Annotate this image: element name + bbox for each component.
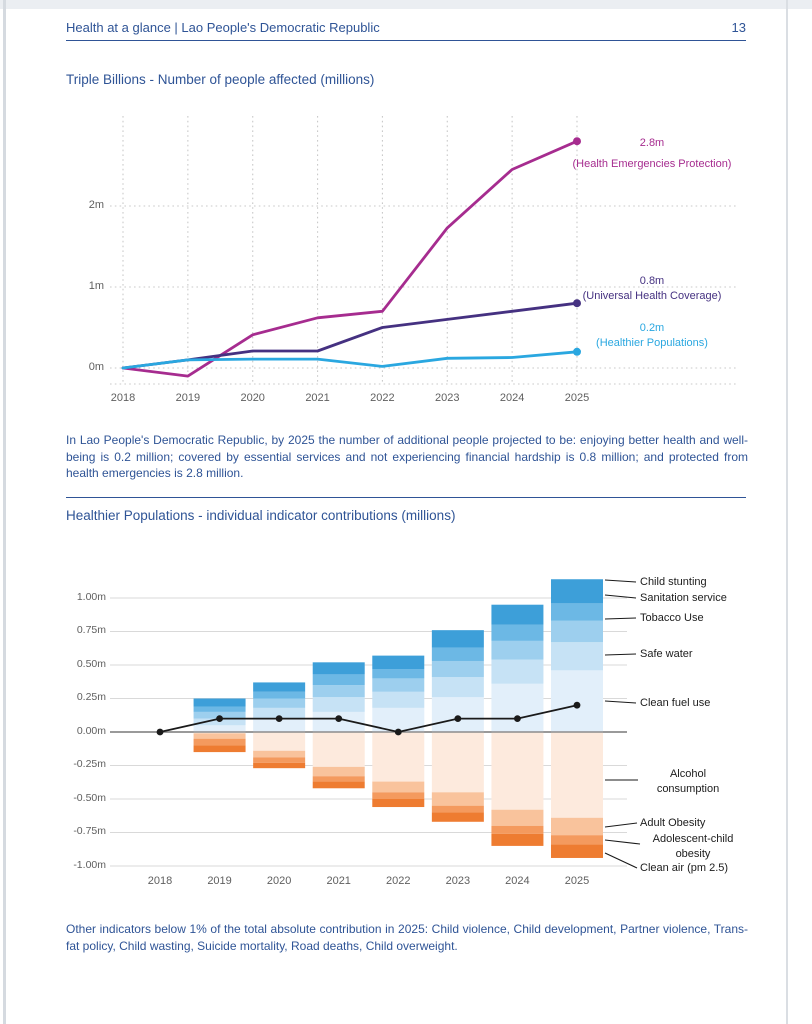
label-clean-air: Clean air (pm 2.5) (640, 862, 729, 874)
chart1-x-tick: 2021 (305, 392, 330, 404)
annotation-universal-health-coverage (562, 274, 742, 304)
label-adolescent-child-obesity: Adolescent-child obesity (652, 833, 734, 860)
chart2-x-tick: 2020 (266, 875, 292, 887)
annotation-health-emergencies (562, 136, 742, 172)
chart2-y-tick: 0.50m (76, 658, 106, 670)
header-rule (66, 40, 746, 41)
chart1-x-tick: 2022 (370, 392, 395, 404)
header-title: Health at a glance | Lao People's Democratic Republic (66, 20, 380, 35)
chart2-x-tick: 2018 (147, 875, 173, 887)
section-rule (66, 497, 746, 498)
chart1-y-tick: 0m (88, 361, 104, 373)
label-safe-water: Safe water (640, 648, 693, 660)
indicator-contributions-plot (60, 555, 660, 907)
label-tobacco-use: Tobacco Use (640, 612, 704, 624)
label-adult-obesity: Adult Obesity (640, 817, 706, 829)
chart2-x-tick: 2021 (326, 875, 351, 887)
chart1-x-tick: 2018 (110, 392, 136, 404)
label-sanitation-service: Sanitation service (640, 592, 727, 604)
chart2-y-tick: -0.50m (73, 792, 106, 804)
annotation-value: 0.2m (639, 322, 665, 334)
chart2-x-tick: 2025 (564, 875, 590, 887)
chart2-y-tick: -0.25m (73, 758, 106, 770)
chart1-x-tick: 2020 (240, 392, 265, 404)
label-alcohol-consumption: Alcohol consumption (656, 768, 720, 795)
chart1-y-tick: 2m (88, 199, 104, 211)
annotation-series-name: (Health Emergencies Protection) (572, 158, 732, 170)
chart1-x-tick: 2019 (175, 392, 201, 404)
chart2-x-tick: 2024 (505, 875, 530, 887)
chart1-y-tick: 1m (88, 280, 104, 292)
chart2-x-tick: 2019 (207, 875, 232, 887)
page-number: 13 (731, 20, 746, 35)
chart2-title: Healthier Populations - individual indicator contributions (millions) (66, 508, 456, 523)
page-header (66, 20, 746, 35)
chart1-x-tick: 2023 (435, 392, 460, 404)
chart1-x-tick: 2025 (564, 392, 590, 404)
triple-billions-line-chart (60, 108, 760, 418)
summary-paragraph: In Lao People's Democratic Republic, by 2025 the number of additional people projected to be: enjoying better health and well-being is 0.2 million; covered by essential services and not experiencing financial hardship is 0.8 million; and protected from health emergencies is 2.8 million. (66, 433, 748, 480)
page-edge-top (0, 0, 812, 9)
chart2-y-tick: 0.00m (76, 725, 106, 737)
annotation-series-name: (Healthier Populations) (596, 337, 708, 349)
label-clean-fuel-use: Clean fuel use (640, 697, 711, 709)
chart1-title: Triple Billions - Number of people affected (millions) (66, 72, 375, 87)
chart2-x-tick: 2023 (445, 875, 471, 887)
chart2-x-tick: 2022 (386, 875, 411, 887)
annotation-healthier-populations (562, 321, 742, 351)
annotation-series-name: (Universal Health Coverage) (582, 290, 722, 302)
chart2-y-tick: 0.75m (76, 624, 106, 636)
label-child-stunting: Child stunting (640, 576, 707, 588)
chart2-y-tick: 1.00m (76, 591, 106, 603)
chart2-y-tick: -1.00m (73, 859, 106, 871)
annotation-value: 2.8m (639, 137, 665, 149)
page-edge-left (3, 0, 6, 1024)
chart1-x-tick: 2024 (499, 392, 525, 404)
chart2-y-tick: -0.75m (73, 825, 106, 837)
indicator-contributions-bar-chart (60, 555, 804, 907)
other-indicators-paragraph: Other indicators below 1% of the total absolute contribution in 2025: Child violence, Child development, Partner violence, Trans-fat policy, Child wasting, Suicide mortality, Road deaths, Child overweight. (66, 922, 748, 953)
annotation-value: 0.8m (639, 275, 665, 287)
chart2-y-tick: 0.25m (76, 691, 106, 703)
